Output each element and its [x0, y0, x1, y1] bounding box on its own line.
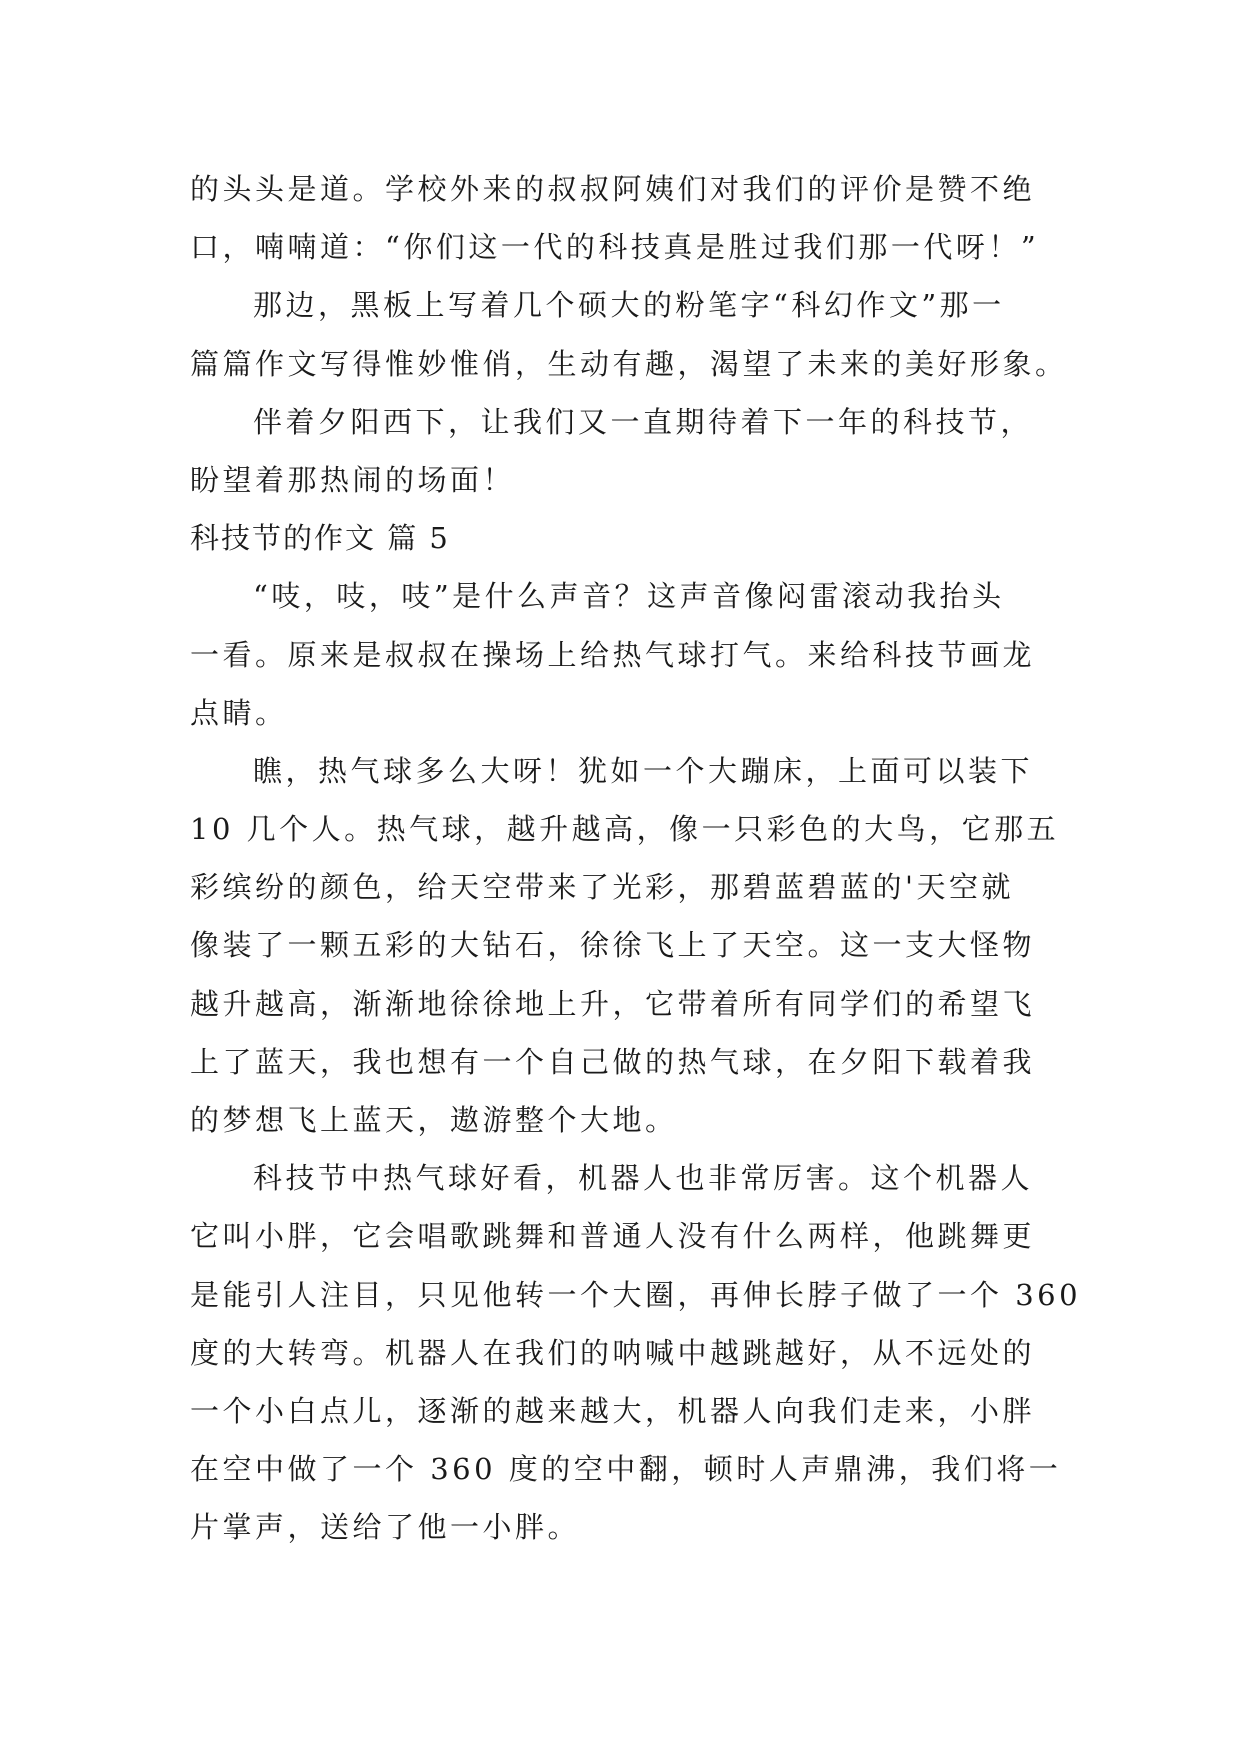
- text-line: 点睛。: [190, 695, 288, 730]
- text-line: 口，喃喃道：“你们这一代的科技真是胜过我们那一代呀！”: [190, 230, 1040, 265]
- text-line: 一个小白点儿，逐渐的越来越大，机器人向我们走来，小胖: [190, 1393, 1036, 1428]
- paragraph: [190, 567, 1050, 742]
- paragraph: [190, 160, 1050, 276]
- text-line: 上了蓝天，我也想有一个自己做的热气球，在夕阳下载着我: [190, 1044, 1036, 1079]
- text-line: 盼望着那热闹的场面！: [190, 462, 516, 497]
- document-body: [190, 160, 1082, 1557]
- text-line: 像装了一颗五彩的大钻石，徐徐飞上了天空。这一支大怪物: [190, 928, 1036, 963]
- text-line: 10 几个人。热气球，越升越高，像一只彩色的大鸟，它那五: [190, 812, 1060, 847]
- paragraph: [190, 742, 1060, 1149]
- text-line: 的梦想飞上蓝天，遨游整个大地。: [190, 1103, 678, 1137]
- text-line: 科技节中热气球好看，机器人也非常厉害。这个机器人: [253, 1161, 1034, 1196]
- text-line: 伴着夕阳西下，让我们又一直期待着下一年的科技节，: [253, 404, 1034, 439]
- text-line: 是能引人注目，只见他转一个大圈，再伸长脖子做了一个 360: [190, 1277, 1082, 1312]
- text-line: 篇篇作文写得惟妙惟俏，生动有趣，渴望了未来的美好形象。: [190, 346, 1068, 381]
- section-heading: 科技节的作文 篇 5: [190, 521, 450, 556]
- text-line: 一看。原来是叔叔在操场上给热气球打气。来给科技节画龙: [190, 637, 1036, 672]
- text-line: 在空中做了一个 360 度的空中翻，顿时人声鼎沸，我们将一: [190, 1452, 1062, 1487]
- paragraph: [190, 1149, 1082, 1556]
- text-line: “吱，吱，吱”是什么声音？这声音像闷雷滚动我抬头: [253, 579, 1005, 614]
- paragraph: [190, 276, 1068, 392]
- text-line: 的头头是道。学校外来的叔叔阿姨们对我们的评价是赞不绝: [190, 172, 1036, 206]
- text-line: 彩缤纷的颜色，给天空带来了光彩，那碧蓝碧蓝的'天空就: [190, 870, 1014, 905]
- text-line: 越升越高，渐渐地徐徐地上升，它带着所有同学们的希望飞: [190, 986, 1036, 1021]
- text-line: 它叫小胖，它会唱歌跳舞和普通人没有什么两样，他跳舞更: [190, 1219, 1036, 1254]
- text-line: 瞧，热气球多么大呀！犹如一个大蹦床，上面可以装下: [253, 753, 1034, 788]
- text-line: 那边，黑板上写着几个硕大的粉笔字“科幻作文”那一: [253, 288, 1005, 323]
- paragraph: [190, 393, 1050, 509]
- text-line: 片掌声，送给了他一小胖。: [190, 1510, 581, 1545]
- text-line: 度的大转弯。机器人在我们的呐喊中越跳越好，从不远处的: [190, 1335, 1036, 1370]
